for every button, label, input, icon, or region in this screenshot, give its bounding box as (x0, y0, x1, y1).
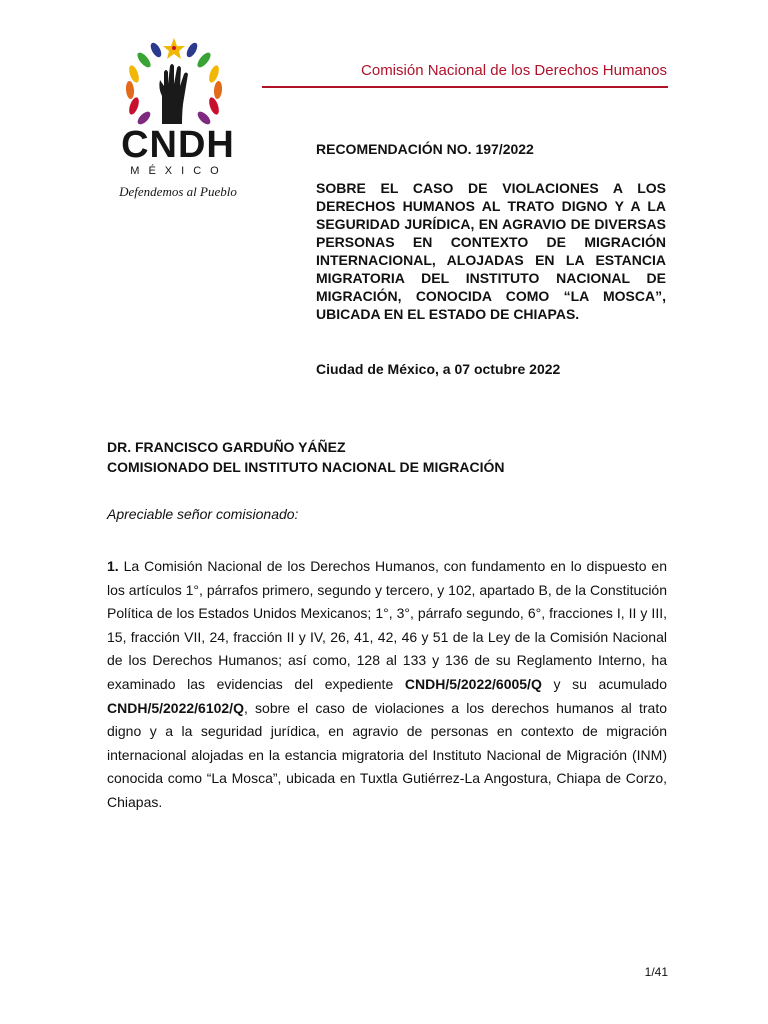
file-reference: CNDH/5/2022/6005/Q (404, 675, 542, 692)
page-number: 1/41 (644, 965, 668, 979)
wreath-hand-emblem-icon (104, 36, 254, 131)
paragraph-text: y su acumulado (541, 675, 668, 692)
logo-country: MÉXICO (130, 165, 228, 177)
logo-wordmark: CNDH (121, 124, 235, 166)
cndh-logo (104, 36, 254, 206)
logo-motto: Defendemos al Pueblo (119, 184, 237, 199)
body-paragraph-1 (107, 555, 667, 815)
header-institution-name: Comisión Nacional de los Derechos Humanos (361, 62, 667, 79)
header-divider (262, 86, 668, 88)
salutation: Apreciable señor comisionado: (107, 506, 299, 522)
addressee-position: COMISIONADO DEL INSTITUTO NACIONAL DE MIGRACIÓN (107, 459, 505, 475)
recommendation-date: Ciudad de México, a 07 octubre 2022 (316, 361, 561, 377)
recommendation-number: RECOMENDACIÓN NO. 197/2022 (316, 141, 534, 157)
addressee-block (107, 437, 504, 477)
paragraph-text: , sobre el caso de violaciones a los derechos humanos al trato digno y a la seguridad jurídica, en agravio de personas en contexto de migración internacional alojadas en la estancia migratoria del Instituto Nacional de Migración (INM) conocida como “La Mosca”, ubicada en Tuxtla Gutiérrez-La Angostura, Chiapa de Corzo, Chiapas. (107, 699, 667, 810)
file-reference: CNDH/5/2022/6102/Q (107, 699, 244, 716)
paragraph-number: 1. (107, 558, 119, 574)
recommendation-subject: SOBRE EL CASO DE VIOLACIONES A LOS DERECHOS HUMANOS AL TRATO DIGNO Y A LA SEGURIDAD JURÍDICA, EN AGRAVIO DE DIVERSAS PERSONAS EN CONTEXTO DE MIGRACIÓN INTERNACIONAL, ALOJADAS EN LA ESTANCIA MIGRATORIA DEL INSTITUTO NACIONAL DE MIGRACIÓN, CONOCIDA COMO “LA MOSCA”, UBICADA EN EL ESTADO DE CHIAPAS. (316, 180, 666, 322)
addressee-name: DR. FRANCISCO GARDUÑO YÁÑEZ (107, 439, 346, 455)
paragraph-text: La Comisión Nacional de los Derechos Humanos, con fundamento en lo dispuesto en los artículos 1°, párrafos primero, segundo y tercero, y 102, apartado B, de la Constitución Política de los Estados Unidos Mexicanos; 1°, 3°, párrafo segundo, 6°, fracciones I, II y III, 15, fracción VII, 24, fracción II y IV, 26, 41, 42, 46 y 51 de la Ley de la Comisión Nacional de los Derechos Humanos; así como, 128 al 133 y 136 de su Reglamento Interno, ha examinado las evidencias del expediente (107, 558, 667, 692)
